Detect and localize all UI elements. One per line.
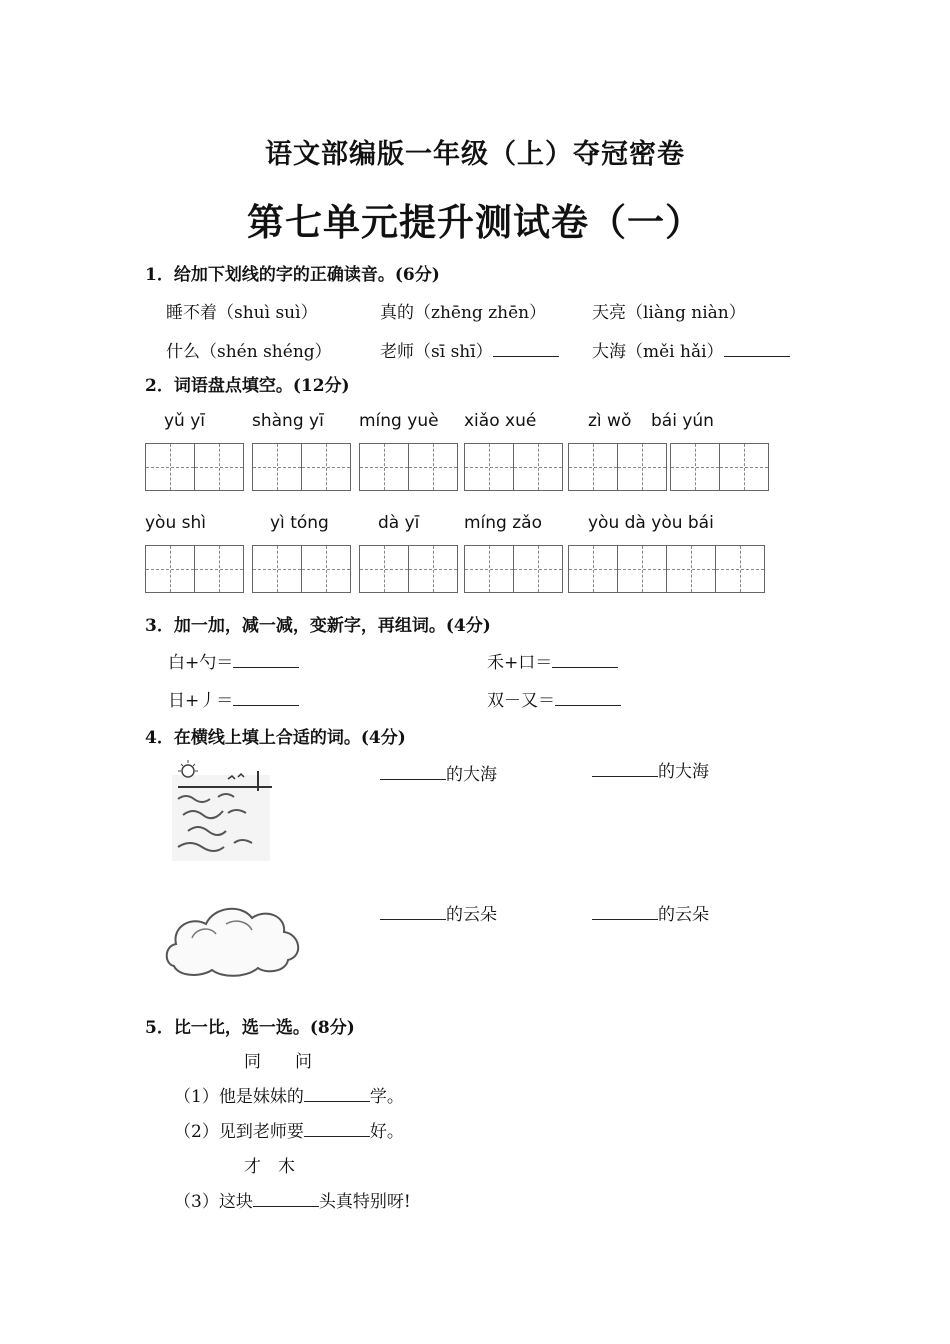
tianzige-box[interactable]	[145, 443, 244, 491]
q1-item: 什么（shén shéng）	[166, 342, 332, 362]
q3-item	[168, 686, 299, 711]
q5-choice-pair: 同 问	[244, 1052, 312, 1072]
pinyin-label: míng zǎo	[464, 513, 542, 533]
q3-item	[487, 648, 618, 673]
q1-item-with-blank	[380, 337, 559, 362]
q1-item: 真的（zhēng zhēn）	[380, 303, 547, 323]
q4-item-label: 的大海	[658, 762, 709, 782]
tianzige-box[interactable]	[252, 443, 351, 491]
pinyin-label: zì wǒ	[588, 411, 632, 431]
pinyin-label: yì tóng	[270, 513, 329, 533]
pinyin-label: míng yuè	[359, 411, 439, 431]
q3-item-label: 禾+口＝	[487, 653, 553, 673]
q5-sentence	[174, 1187, 411, 1212]
page-title: 语文部编版一年级（上）夺冠密卷	[265, 139, 685, 170]
answer-blank[interactable]	[380, 903, 446, 920]
q4-item	[380, 900, 497, 925]
q5-sentence	[174, 1082, 404, 1107]
tianzige-box-4char[interactable]	[568, 545, 765, 593]
tianzige-box[interactable]	[145, 545, 244, 593]
answer-blank[interactable]	[592, 760, 658, 777]
q3-heading: 3．加一加，减一减，变新字，再组词。(4分)	[145, 616, 491, 636]
answer-blank[interactable]	[304, 1085, 370, 1102]
tianzige-box[interactable]	[252, 545, 351, 593]
tianzige-box[interactable]	[359, 443, 458, 491]
q4-item	[380, 760, 497, 785]
q3-item-label: 双－又＝	[487, 691, 555, 711]
pinyin-label: yòu dà yòu bái	[588, 513, 714, 533]
q1-item-label: 大海（měi hǎi）	[592, 342, 724, 362]
q5-sentence-end: 头真特别呀!	[318, 1192, 411, 1212]
q4-heading: 4．在横线上填上合适的词。(4分)	[145, 728, 406, 748]
pinyin-label: yòu shì	[145, 513, 206, 533]
pinyin-label: yǔ yī	[164, 411, 206, 431]
pinyin-label: bái yún	[651, 411, 714, 431]
q3-item-label: 日+丿＝	[168, 691, 234, 711]
answer-blank[interactable]	[555, 689, 621, 706]
answer-blank[interactable]	[724, 340, 790, 357]
sea-drawing	[168, 757, 274, 863]
q1-item: 睡不着（shuì suì）	[166, 303, 318, 323]
pinyin-label: dà yī	[378, 513, 420, 533]
q1-heading: 1．给加下划线的字的正确读音。(6分)	[145, 265, 440, 285]
q5-choice-pair: 才 木	[244, 1157, 295, 1177]
pinyin-label: shàng yī	[252, 411, 324, 431]
q5-sentence-end: 学。	[369, 1087, 404, 1107]
q2-heading: 2．词语盘点填空。(12分)	[145, 376, 350, 396]
q5-sentence-start: （2）见到老师要	[174, 1122, 304, 1142]
q5-heading: 5．比一比，选一选。(8分)	[145, 1018, 355, 1038]
q5-sentence-end: 好。	[369, 1122, 404, 1142]
q3-item	[487, 686, 621, 711]
q4-item	[592, 900, 709, 925]
pinyin-label: xiǎo xué	[464, 411, 537, 431]
page-subtitle: 第七单元提升测试卷（一）	[247, 200, 703, 244]
answer-blank[interactable]	[304, 1120, 370, 1137]
answer-blank[interactable]	[493, 340, 559, 357]
answer-blank[interactable]	[233, 651, 299, 668]
tianzige-box[interactable]	[464, 443, 563, 491]
tianzige-box[interactable]	[464, 545, 563, 593]
tianzige-box[interactable]	[670, 443, 769, 491]
q5-sentence-start: （3）这块	[174, 1192, 253, 1212]
answer-blank[interactable]	[233, 689, 299, 706]
q4-item-label: 的大海	[446, 765, 497, 785]
q3-item-label: 白+勺＝	[168, 653, 234, 673]
q5-sentence-start: （1）他是妹妹的	[174, 1087, 304, 1107]
q4-item	[592, 757, 709, 782]
q4-item-label: 的云朵	[658, 905, 709, 925]
q1-item-label: 老师（sī shī）	[380, 342, 493, 362]
tianzige-box[interactable]	[359, 545, 458, 593]
q3-item	[168, 648, 299, 673]
answer-blank[interactable]	[552, 651, 618, 668]
tianzige-box[interactable]	[568, 443, 667, 491]
answer-blank[interactable]	[380, 763, 446, 780]
cloud-drawing	[162, 898, 307, 980]
q5-sentence	[174, 1117, 404, 1142]
q4-item-label: 的云朵	[446, 905, 497, 925]
q1-item: 天亮（liàng niàn）	[592, 303, 746, 323]
q1-item-with-blank	[592, 337, 790, 362]
answer-blank[interactable]	[253, 1190, 319, 1207]
answer-blank[interactable]	[592, 903, 658, 920]
